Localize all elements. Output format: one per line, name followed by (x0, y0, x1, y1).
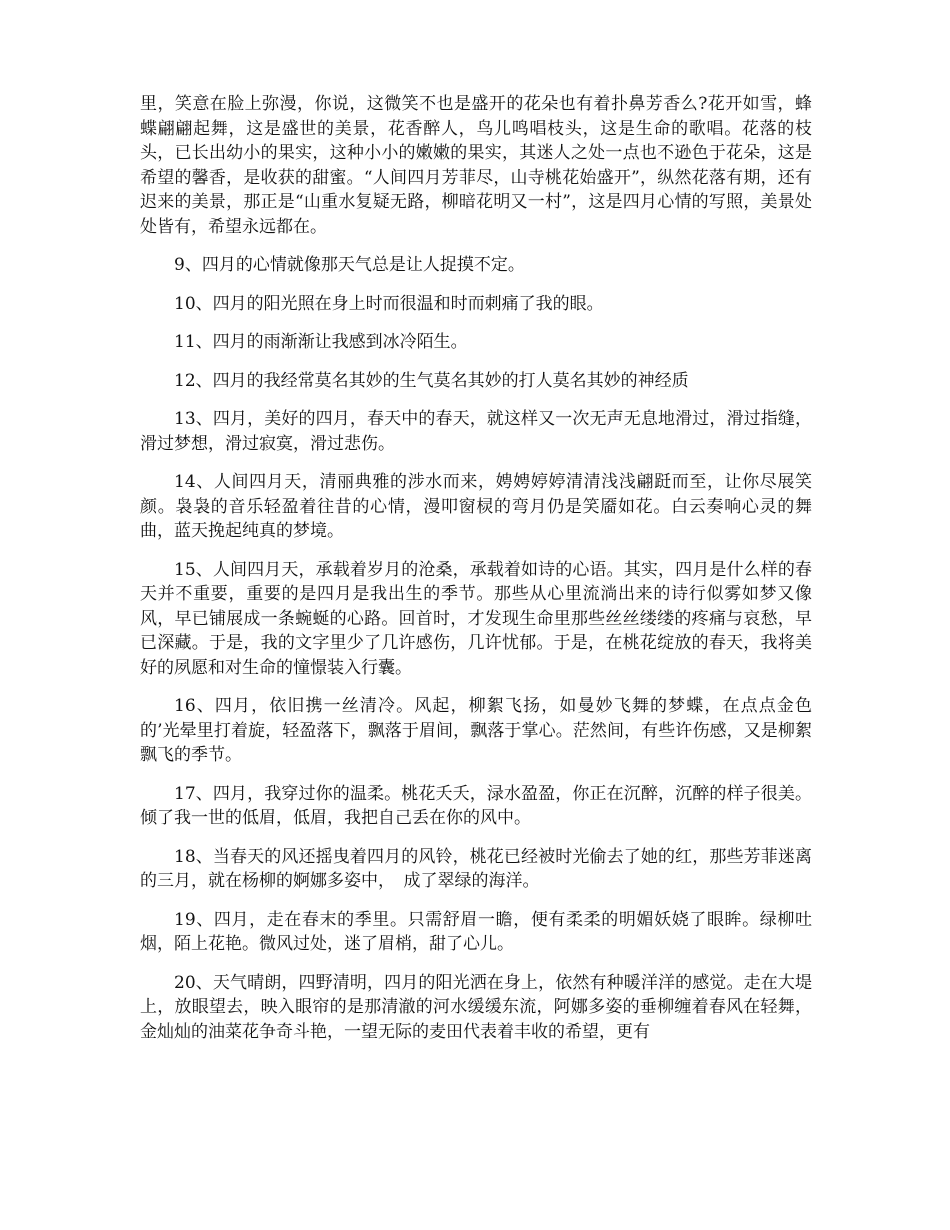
paragraph-item-13: 13、四月，美好的四月，春天中的春天，就这样又一次无声无息地滑过，滑过指缝，滑过梦想，滑过寂寞，滑过悲伤。 (140, 409, 812, 454)
paragraph-item-20: 20、天气晴朗，四野清明，四月的阳光洒在身上，依然有种暖洋洋的感觉。走在大堤上，放眼望去，映入眼帘的是那清澈的河水缓缓东流，阿娜多姿的垂柳缠着春风在轻舞，金灿灿的油菜花争奇斗艳，一望无际的麦田代表着丰收的希望，更有 (140, 972, 812, 1042)
paragraph-item-9: 9、四月的心情就像那天气总是让人捉摸不定。 (174, 255, 525, 275)
paragraph-item-17: 17、四月，我穿过你的温柔。桃花夭夭，渌水盈盈，你正在沉醉，沉醉的样子很美。倾了我一世的低眉，低眉，我把自己丢在你的风中。 (140, 783, 812, 828)
paragraph-item-16: 16、四月，依旧携一丝清冷。风起，柳絮飞扬，如曼妙飞舞的梦蝶，在点点金色的’光晕里打着旋，轻盈落下，飘落于眉间，飘落于掌心。茫然间，有些许伤感，又是柳絮飘飞的季节。 (140, 696, 812, 765)
document-page (140, 92, 812, 1058)
paragraph-continuation: 里，笑意在脸上弥漫，你说，这微笑不也是盛开的花朵也有着扑鼻芳香么?花开如雪，蜂蝶翩翩起舞，这是盛世的美景，花香醉人，鸟儿鸣唱枝头，这是生命的歌唱。花落的枝头，已长出幼小的果实，这种小小的嫩嫩的果实，其迷人之处一点也不逊色于花朵，这是希望的馨香，是收获的甜蜜。“人间四月芳菲尽，山寺桃花始盛开”，纵然花落有期，还有迟来的美景，那正是“山重水复疑无路，柳暗花明又一村”，这是四月心情的写照，美景处处皆有，希望永远都在。 (140, 94, 812, 237)
paragraph-item-11: 11、四月的雨渐渐让我感到冰冷陌生。 (174, 332, 468, 352)
paragraph-item-19: 19、四月，走在春末的季里。只需舒眉一瞻，便有柔柔的明媚妖娆了眼眸。绿柳吐烟，陌上花艳。微风过处，迷了眉梢，甜了心儿。 (140, 909, 812, 954)
paragraph-item-18: 18、当春天的风还摇曳着四月的风铃，桃花已经被时光偷去了她的红，那些芳菲迷离的三月，就在杨柳的婀娜多姿中， 成了翠绿的海洋。 (140, 846, 812, 891)
paragraph-item-12: 12、四月的我经常莫名其妙的生气莫名其妙的打人莫名其妙的神经质 (174, 370, 689, 391)
paragraph-item-14: 14、人间四月天，清丽典雅的涉水而来，娉娉婷婷清清浅浅翩跹而至，让你尽展笑颜。袅袅的音乐轻盈着往昔的心情，漫叩窗棂的弯月仍是笑靥如花。白云奏响心灵的舞曲，蓝天挽起纯真的梦境。 (140, 472, 812, 541)
paragraph-item-15: 15、人间四月天，承载着岁月的沧桑，承载着如诗的心语。其实，四月是什么样的春天并不重要，重要的是四月是我出生的季节。那些从心里流淌出来的诗行似雾如梦又像风，早已铺展成一条蜿蜒的心路。回首时，才发现生命里那些丝丝缕缕的疼痛与哀愁，早已深藏。于是，我的文字里少了几许感伤，几许忧郁。于是，在桃花绽放的春天，我将美好的夙愿和对生命的憧憬装入行囊。 (140, 559, 812, 678)
paragraph-item-10: 10、四月的阳光照在身上时而很温和时而刺痛了我的眼。 (174, 293, 604, 314)
